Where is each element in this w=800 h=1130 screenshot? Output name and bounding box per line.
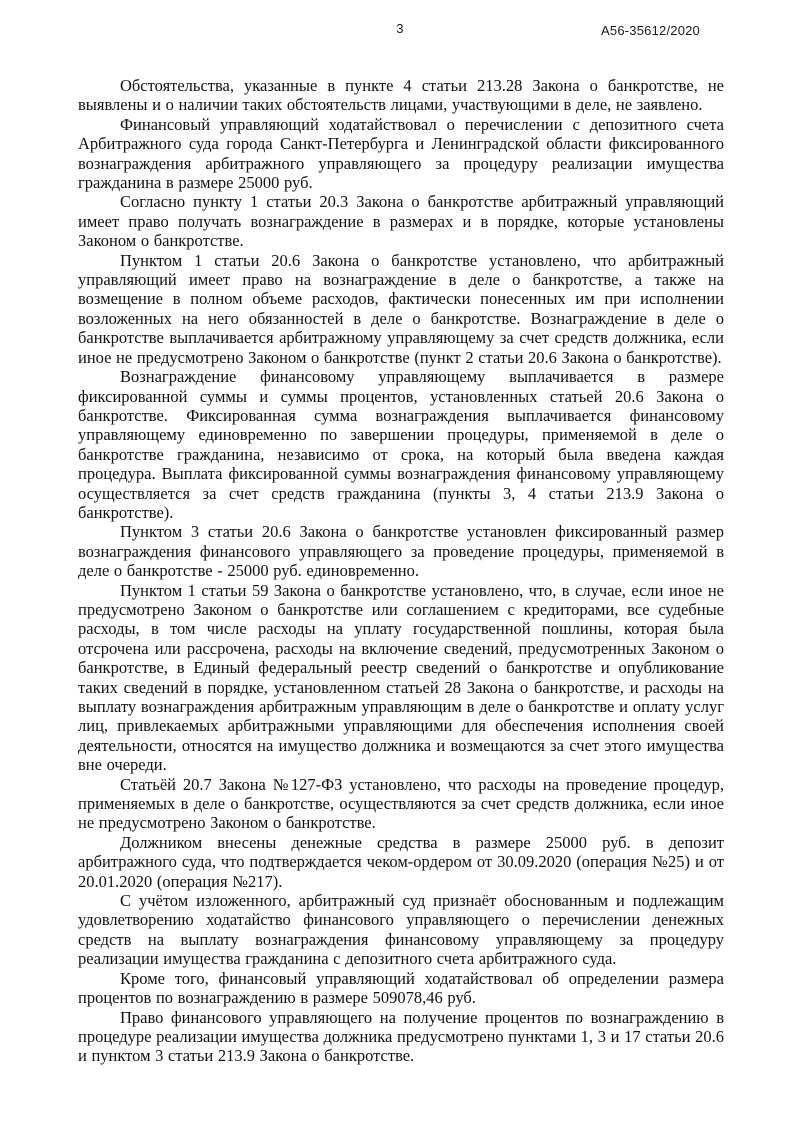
- paragraph-2: Финансовый управляющий ходатайствовал о перечислении с депозитного счета Арбитражного суда города Санкт-Петербурга и Ленинградской области фиксированного вознаграждения арбитражного управляющего за процедуру реализации имущества гражданина в размере 25000 руб.: [78, 114, 724, 193]
- paragraph-11: Кроме того, финансовый управляющий ходатайствовал об определении размера процентов по вознаграждению в размере 509078,46 руб.: [78, 968, 724, 1008]
- paragraph-8: Статьёй 20.7 Закона №127-ФЗ установлено, что расходы на проведение процедур, применяемых в деле о банкротстве, осуществляются за счет средств должника, если иное не предусмотрено Законом о банкротстве.: [78, 774, 724, 833]
- paragraph-7: Пунктом 1 статьи 59 Закона о банкротстве установлено, что, в случае, если иное не предусмотрено Законом о банкротстве или соглашением с кредиторами, все судебные расходы, в том числе расходы на уплату государственной пошлины, которая была отсрочена или рассрочена, расходы на включение сведений, предусмотренных Законом о банкротстве, в Единый федеральный реестр сведений о банкротстве и опубликование таких сведений в порядке, установленном статьей 28 Закона о банкротстве, и расходы на выплату вознаграждения арбитражным управляющим в деле о банкротстве и оплату услуг лиц, привлекаемых арбитражными управляющими для обеспечения исполнения своей деятельности, относятся на имущество должника и возмещаются за счет этого имущества вне очереди.: [78, 580, 724, 775]
- paragraph-12: Право финансового управляющего на получение процентов по вознаграждению в процедуре реализации имущества должника предусмотрено пунктами 1, 3 и 17 статьи 20.6 и пунктом 3 статьи 213.9 Закона о банкротстве.: [78, 1007, 724, 1066]
- paragraph-9: Должником внесены денежные средства в размере 25000 руб. в депозит арбитражного суда, что подтверждается чеком-ордером от 30.09.2020 (операция №25) и от 20.01.2020 (операция №217).: [78, 832, 724, 891]
- paragraph-1: Обстоятельства, указанные в пункте 4 статьи 213.28 Закона о банкротстве, не выявлены и о наличии таких обстоятельств лицами, участвующими в деле, не заявлено.: [78, 76, 724, 115]
- paragraph-3: Согласно пункту 1 статьи 20.3 Закона о банкротстве арбитражный управляющий имеет право получать вознаграждение в размерах и в порядке, которые установлены Законом о банкротстве.: [78, 192, 724, 251]
- case-number: А56-35612/2020: [601, 23, 700, 38]
- paragraph-4: Пунктом 1 статьи 20.6 Закона о банкротстве установлено, что арбитражный управляющий имеет право на вознаграждение в деле о банкротстве, а также на возмещение в полном объеме расходов, фактически понесенных им при исполнении возложенных на него обязанностей в деле о банкротстве. Вознаграждение в деле о банкротстве выплачивается арбитражному управляющему за счет средств должника, если иное не предусмотрено Законом о банкротстве (пункт 2 статьи 20.6 Закона о банкротстве).: [78, 250, 724, 367]
- page-header: [0, 21, 800, 37]
- document-body: [78, 76, 724, 1066]
- paragraph-6: Пунктом 3 статьи 20.6 Закона о банкротстве установлен фиксированный размер вознаграждения финансового управляющего за проведение процедуры, применяемой в деле о банкротстве - 25000 руб. единовременно.: [78, 522, 724, 581]
- paragraph-5: Вознаграждение финансовому управляющему выплачивается в размере фиксированной суммы и суммы процентов, установленных статьей 20.6 Закона о банкротстве. Фиксированная сумма вознаграждения выплачивается финансовому управляющему единовременно по завершении процедуры, применяемой в деле о банкротстве гражданина, независимо от срока, на который была введена каждая процедура. Выплата фиксированной суммы вознаграждения финансовому управляющему осуществляется за счет средств гражданина (пункты 3, 4 статьи 213.9 Закона о банкротстве).: [78, 367, 724, 522]
- page-number: 3: [396, 21, 404, 36]
- paragraph-10: С учётом изложенного, арбитражный суд признаёт обоснованным и подлежащим удовлетворению ходатайство финансового управляющего о перечислении денежных средств на выплату вознаграждения финансовому управляющему за процедуру реализации имущества гражданина с депозитного счета арбитражного суда.: [78, 891, 724, 969]
